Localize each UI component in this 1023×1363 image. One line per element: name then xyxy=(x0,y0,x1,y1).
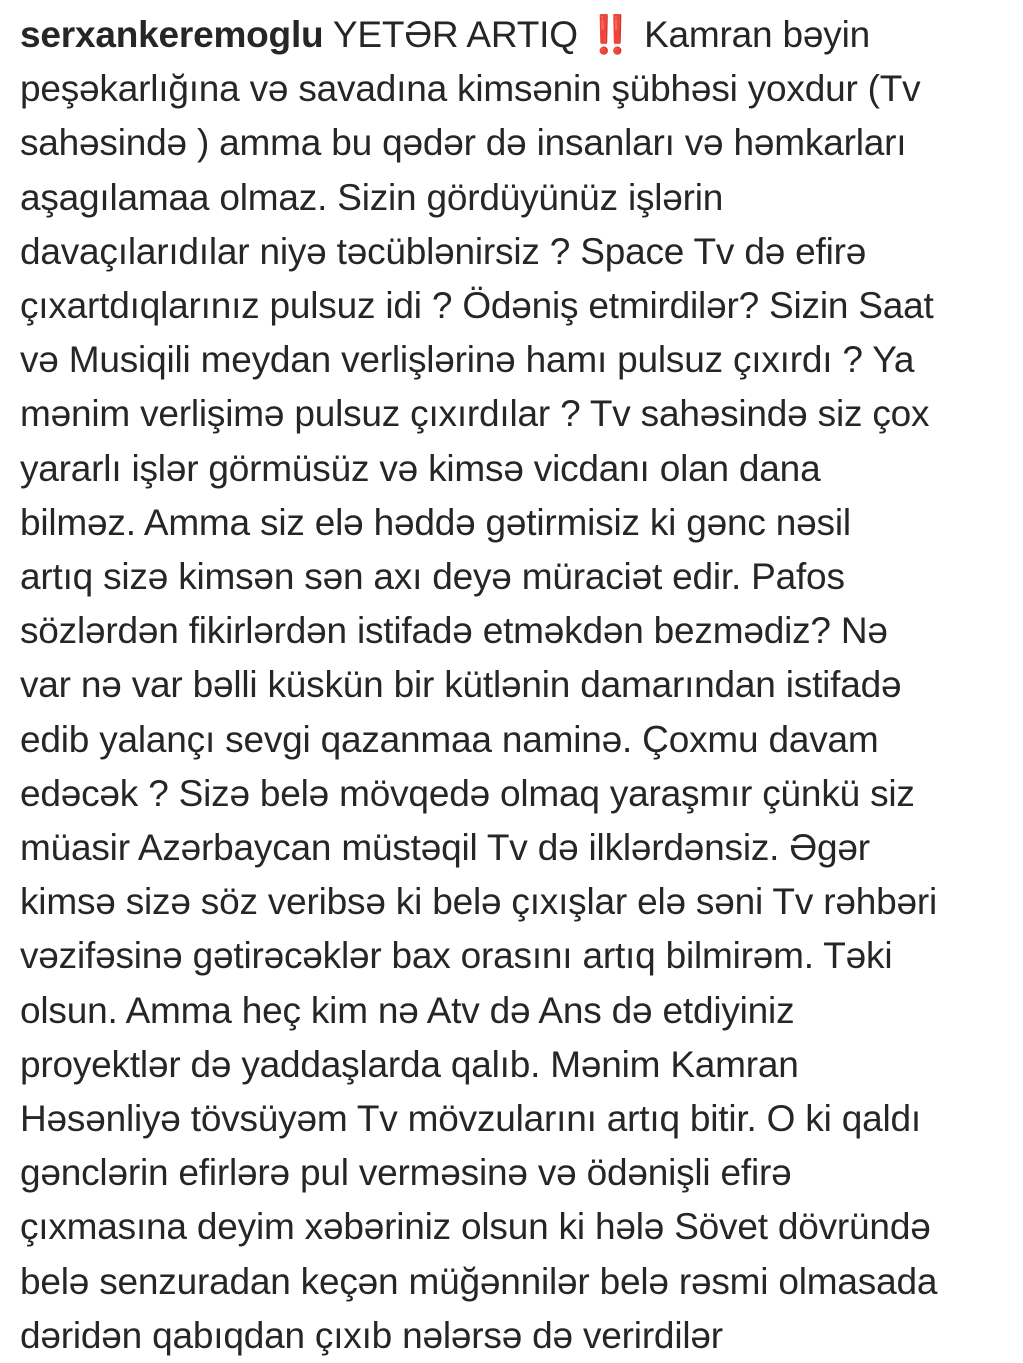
caption-line: sahəsində ) amma bu qədər də insanları və həmkarları xyxy=(20,122,907,164)
caption-line: çıxartdıqlarınız pulsuz idi ? Ödəniş etmirdilər? Sizin Saat xyxy=(20,285,934,327)
caption-line: kimsə sizə söz veribsə ki belə çıxışlar elə səni Tv rəhbəri xyxy=(20,881,937,923)
caption-line: var nə var bəlli küskün bir kütlənin damarından istifadə xyxy=(20,664,902,706)
caption-line: olsun. Amma heç kim nə Atv də Ans də etdiyiniz xyxy=(20,989,795,1031)
caption-line: peşəkarlığına və savadına kimsənin şübhəsi yoxdur (Tv xyxy=(20,68,921,110)
caption-line: yararlı işlər görmüsüz və kimsə vicdanı olan dana xyxy=(20,447,821,489)
caption-line: davaçılarıdılar niyə təcüblənirsiz ? Space Tv də efirə xyxy=(20,230,867,272)
username-link[interactable]: serxankeremoglu xyxy=(20,14,324,55)
double-exclamation-icon: ‼️ xyxy=(587,14,628,55)
caption-line: edəcək ? Sizə belə mövqedə olmaq yaraşmır çünkü siz xyxy=(20,772,915,814)
caption-line: və Musiqili meydan verlişlərinə hamı pulsuz çıxırdı ? Ya xyxy=(20,339,915,381)
caption-line: belə senzuradan keçən müğənnilər belə rəsmi olmasada xyxy=(20,1260,938,1302)
caption-line: gənclərin efirlərə pul verməsinə və ödənişli efirə xyxy=(20,1152,792,1194)
caption-line: mənim verlişimə pulsuz çıxırdılar ? Tv sahəsində siz çox xyxy=(20,393,930,435)
caption-line: müasir Azərbaycan müstəqil Tv də ilklərdənsiz. Əgər xyxy=(20,827,870,869)
caption-headline: YETƏR ARTIQ xyxy=(332,14,578,55)
caption-line: bilməz. Amma siz elə həddə gətirmisiz ki gənc nəsil xyxy=(20,501,851,543)
caption-line: dəridən qabıqdan çıxıb nələrsə də verirdilər xyxy=(20,1314,723,1356)
caption-line: artıq sizə kimsən sən axı deyə müraciət edir. Pafos xyxy=(20,556,845,598)
caption-line: proyektlər də yaddaşlarda qalıb. Mənim Kamran xyxy=(20,1043,799,1085)
caption-line: Həsənliyə tövsüyəm Tv mövzularını artıq bitir. O ki qaldı xyxy=(20,1098,921,1140)
caption-line: aşagılamaa olmaz. Sizin gördüyünüz işlərin xyxy=(20,176,724,218)
caption-line: sözlərdən fikirlərdən istifadə etməkdən bezmədiz? Nə xyxy=(20,610,888,652)
caption xyxy=(20,8,1020,1363)
caption-line: edib yalançı sevgi qazanmaa naminə. Çoxmu davam xyxy=(20,718,879,760)
caption-line-1 xyxy=(20,8,1020,62)
caption-first-line-rest: Kamran bəyin xyxy=(644,14,870,55)
caption-line: çıxmasına deyim xəbəriniz olsun ki hələ Sövet dövründə xyxy=(20,1206,931,1248)
caption-line: vəzifəsinə gətirəcəklər bax orasını artıq bilmirəm. Təki xyxy=(20,935,893,977)
